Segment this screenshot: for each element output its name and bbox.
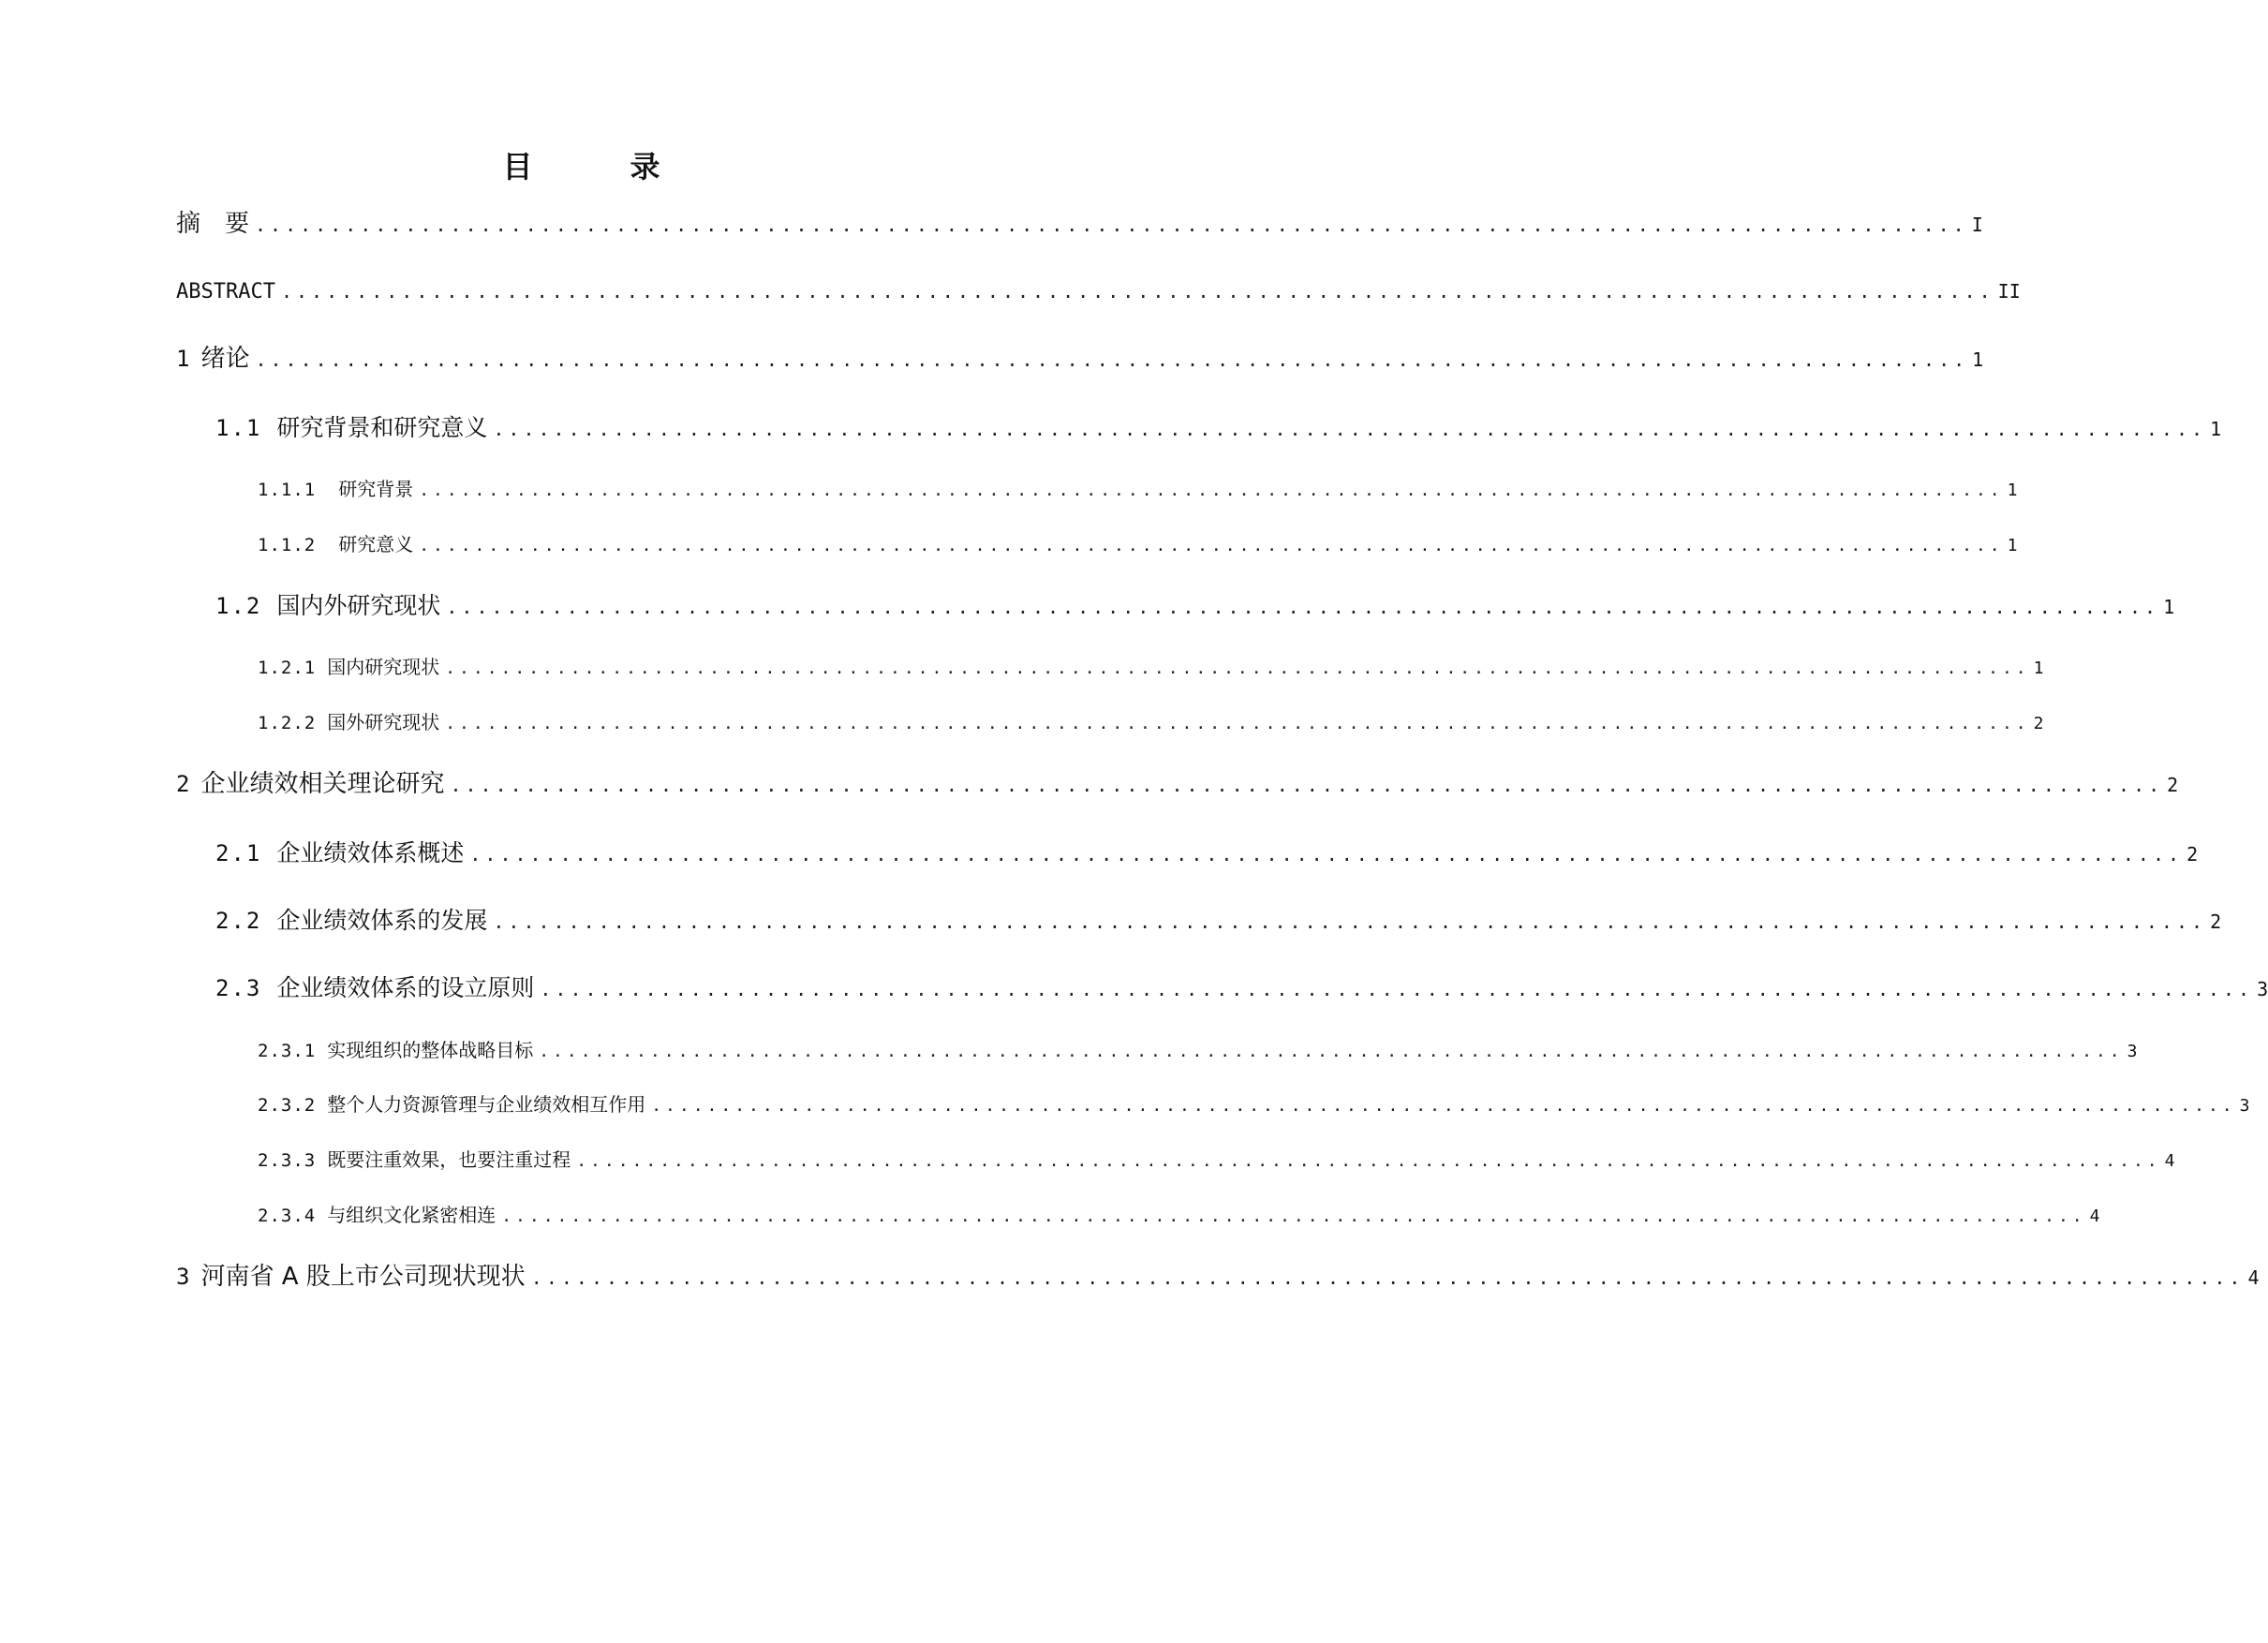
toc-entry-title: 企业绩效体系的发展 [276, 907, 488, 934]
toc-entry-section-1-1[interactable] [215, 412, 2222, 445]
toc-entry-number: 1.2.2 [258, 713, 317, 733]
toc-page-number: 4 [2164, 1151, 2175, 1171]
toc-entry-number: 2.3 [215, 975, 262, 1001]
toc-entry-title: 与组织文化紧密相连 [327, 1204, 497, 1226]
toc-entry-number: 2.1 [215, 840, 262, 866]
toc-page-number: 1 [2210, 418, 2222, 440]
toc-page-number: 4 [2089, 1206, 2100, 1226]
toc-entry-title: 摘 要 [176, 210, 250, 238]
toc-page-number: 2 [2186, 843, 2199, 866]
toc-leader-dots: .................................................................................................................. [445, 714, 2030, 733]
toc-entry-title: 企业绩效体系概述 [276, 839, 465, 866]
toc-leader-dots: .................................................................................................................. [651, 1096, 2236, 1116]
toc-entry-chapter-3[interactable] [176, 1261, 2260, 1294]
toc-entry-number: 2 [176, 771, 190, 797]
toc-entry-number: 2.3.1 [258, 1041, 317, 1061]
toc-leader-dots: .................................................................................................................. [576, 1151, 2161, 1171]
toc-page-number: 1 [2033, 659, 2044, 678]
toc-entry-subsection-1-1-1[interactable] [258, 476, 2018, 504]
toc-leader-dots: .................................................................................................................. [445, 659, 2030, 678]
toc-entry-title: 研究背景 [338, 478, 414, 500]
toc-entry-subsection-1-2-1[interactable] [258, 654, 2044, 682]
toc-entry-subsection-2-3-3[interactable] [258, 1147, 2175, 1175]
toc-leader-dots: .................................................................................................................. [469, 843, 2184, 866]
toc-title: 目 录 [502, 149, 694, 185]
toc-entry-title: 国外研究现状 [327, 711, 440, 733]
toc-entry-number: 1.1 [215, 415, 262, 441]
toc-entry-title: 整个人力资源管理与企业绩效相互作用 [327, 1093, 646, 1116]
toc-leader-dots: .................................................................................................................. [493, 910, 2207, 933]
toc-entry-title: 企业绩效相关理论研究 [200, 770, 445, 798]
toc-leader-dots: .................................................................................................................. [419, 481, 2004, 500]
toc-page-number: 1 [2007, 536, 2018, 555]
toc-entry-number: 3 [176, 1264, 190, 1290]
toc-leader-dots: .................................................................................................................. [530, 1266, 2245, 1289]
toc-page-number: 2 [2033, 714, 2044, 733]
toc-entry-title: 研究意义 [338, 533, 414, 555]
toc-leader-dots: .................................................................................................................. [493, 418, 2207, 440]
toc-entry-title: ABSTRACT [176, 280, 275, 303]
toc-entry-title: 河南省 A 股上市公司现状现状 [200, 1263, 526, 1291]
toc-leader-dots: .................................................................................................................. [450, 774, 2164, 796]
toc-page-number: 3 [2239, 1096, 2250, 1116]
toc-leader-dots: .................................................................................................................. [280, 280, 1994, 303]
toc-entry-section-2-1[interactable] [215, 837, 2199, 870]
toc-page-number: 1 [2163, 596, 2175, 618]
toc-entry-number: 1.1.2 [258, 535, 317, 555]
toc-entry-subsection-2-3-4[interactable] [258, 1202, 2100, 1230]
toc-entry-number: 1 [176, 346, 190, 372]
toc-entry-title: 国内研究现状 [327, 656, 440, 678]
toc-page-number: 4 [2247, 1266, 2260, 1289]
toc-page-number: 3 [2127, 1042, 2138, 1061]
toc-entry-subsection-1-2-2[interactable] [258, 709, 2044, 737]
toc-leader-dots: .................................................................................................................. [501, 1206, 2086, 1226]
toc-leader-dots: .................................................................................................................. [255, 214, 1968, 236]
toc-entry-section-2-2[interactable] [215, 905, 2222, 938]
toc-entry-title: 既要注重效果，也要注重过程 [327, 1148, 571, 1171]
toc-entry-section-1-2[interactable] [215, 590, 2175, 623]
toc-leader-dots: .................................................................................................................. [419, 536, 2004, 555]
toc-page-number: 3 [2257, 978, 2268, 1000]
toc-page-number: II [1997, 280, 2021, 303]
toc-entry-section-2-3[interactable] [215, 972, 2268, 1005]
toc-entry-abstract-en[interactable] [176, 275, 2021, 308]
toc-leader-dots: .................................................................................................................. [540, 978, 2254, 1000]
toc-leader-dots: .................................................................................................................. [446, 596, 2160, 618]
toc-page-number: 1 [2007, 481, 2018, 500]
toc-entry-title: 研究背景和研究意义 [276, 414, 488, 441]
toc-page-number: 2 [2167, 774, 2179, 796]
toc-entry-subsection-2-3-1[interactable] [258, 1037, 2138, 1065]
toc-page-number: 2 [2210, 910, 2222, 933]
toc-entry-number: 1.2 [215, 593, 262, 619]
toc-entry-subsection-2-3-2[interactable] [258, 1091, 2250, 1119]
toc-entry-abstract-cn[interactable] [176, 208, 1983, 241]
toc-entry-title: 企业绩效体系的设立原则 [276, 974, 535, 1001]
toc-entry-title: 绪论 [200, 345, 250, 373]
toc-entry-number: 2.3.3 [258, 1150, 317, 1171]
toc-entry-number: 1.2.1 [258, 658, 317, 678]
toc-leader-dots: .................................................................................................................. [539, 1042, 2124, 1061]
toc-entry-number: 2.3.4 [258, 1206, 317, 1226]
toc-leader-dots: .................................................................................................................. [255, 348, 1969, 371]
toc-entry-chapter-1[interactable] [176, 343, 1984, 376]
toc-entry-title: 实现组织的整体战略目标 [327, 1039, 534, 1061]
toc-page-number: I [1971, 214, 1983, 236]
toc-entry-number: 1.1.1 [258, 480, 317, 500]
toc-page-number: 1 [1972, 348, 1984, 371]
toc-entry-subsection-1-1-2[interactable] [258, 531, 2018, 559]
toc-entry-chapter-2[interactable] [176, 768, 2179, 801]
toc-entry-title: 国内外研究现状 [276, 592, 441, 619]
toc-entry-number: 2.2 [215, 908, 262, 934]
toc-entry-number: 2.3.2 [258, 1095, 317, 1116]
